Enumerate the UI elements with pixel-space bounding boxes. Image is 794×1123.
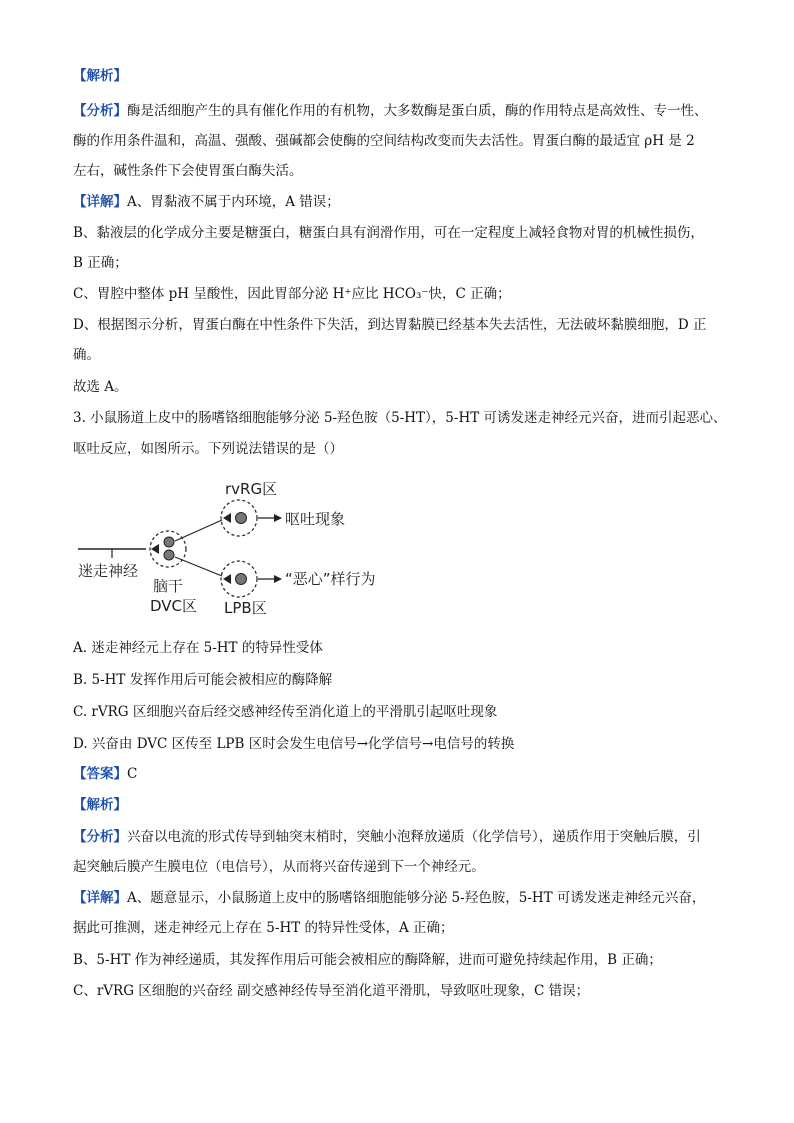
analysis-paragraph-line [73, 827, 734, 847]
analysis-tag: 【分析】 [73, 103, 127, 119]
rvrg-synapse-terminal [223, 513, 231, 523]
option-c: C. rVRG 区细胞兴奋后经交感神经传至消化道上的平滑肌引起呕吐现象 [73, 704, 498, 720]
detail-paragraph-line [73, 192, 734, 212]
dvc-to-rvrg-axon [175, 520, 222, 541]
nausea-label: “恶心”样行为 [285, 570, 376, 588]
dvc-to-lpb-axon [175, 557, 222, 576]
dvc-neuron-lower [164, 550, 174, 560]
lpb-synapse-terminal [223, 574, 231, 584]
detail-tag: 【详解】 [73, 194, 127, 210]
analysis-text: 酶是活细胞产生的具有催化作用的有机物，大多数酶是蛋白质，酶的作用特点是高效性、专一性、 [127, 103, 708, 119]
option-b: B. 5-HT 发挥作用后可能会被相应的酶降解 [73, 672, 333, 688]
option-d: D. 兴奋由 DVC 区传至 LPB 区时会发生电信号→化学信号→电信号的转换 [73, 736, 515, 752]
rvrg-neuron [236, 513, 247, 524]
analysis-label: 【解析】 [73, 797, 127, 813]
vomit-label: 呕吐现象 [285, 510, 346, 528]
dvc-synapse-terminal [151, 544, 159, 554]
answer-line [73, 764, 734, 784]
lpb-neuron [236, 574, 247, 585]
analysis-text: 兴奋以电流的形式传导到轴突末梢时，突触小泡释放递质（化学信号），递质作用于突触后膜，引 [127, 829, 701, 845]
detail-tag: 【详解】 [73, 890, 127, 906]
rvrg-label: rvRG区 [225, 480, 278, 498]
detail-paragraph-line: 据此可推测，迷走神经元上存在 5-HT 的特异性受体，A 正确； [73, 920, 454, 936]
detail-paragraph-line [73, 888, 734, 908]
detail-paragraph-line: B、5-HT 作为神经递质，其发挥作用后可能会被相应的酶降解，进而可避免持续起作用，B 正确； [73, 952, 662, 968]
detail-paragraph-line: B、黏液层的化学成分主要是糖蛋白，糖蛋白具有润滑作用，可在一定程度上减轻食物对胃的机械性损伤， [73, 225, 704, 241]
detail-text: A、胃黏液不属于内环境，A 错误； [127, 194, 340, 210]
option-a: A. 迷走神经元上存在 5-HT 的特异性受体 [73, 640, 323, 656]
analysis-paragraph-line [73, 101, 734, 121]
answer-tag: 【答案】 [73, 766, 127, 782]
question-stem-line: 呕吐反应，如图所示。下列说法错误的是（） [73, 441, 343, 457]
dvc-neuron-upper [164, 537, 174, 547]
analysis-label: 【解析】 [73, 68, 127, 84]
dvc-label: DVC区 [150, 597, 198, 615]
conclusion-line: 故选 A。 [73, 379, 128, 395]
detail-paragraph-line: B 正确； [73, 255, 128, 271]
brainstem-label: 脑干 [153, 577, 184, 595]
detail-paragraph-line: C、胃腔中整体 pH 呈酸性，因此胃部分泌 H⁺应比 HCO₃⁻快，C 正确； [73, 286, 511, 302]
vagus-nerve-label: 迷走神经 [78, 562, 139, 580]
analysis-paragraph-line: 起突触后膜产生膜电位（电信号），从而将兴奋传递到下一个神经元。 [73, 859, 485, 875]
analysis-tag: 【分析】 [73, 829, 127, 845]
analysis-paragraph-line: 左右，碱性条件下会使胃蛋白酶失活。 [73, 163, 303, 179]
neural-pathway-diagram [78, 478, 408, 623]
question-stem-line: 3. 小鼠肠道上皮中的肠嗜铬细胞能够分泌 5-羟色胺（5-HT），5-HT 可诱发迷走神经元兴奋，进而引起恶心、 [73, 410, 727, 426]
analysis-paragraph-line: 酶的作用条件温和，高温、强酸、强碱都会使酶的空间结构改变而失去活性。胃蛋白酶的最适宜 ρH 是 2 [73, 133, 695, 149]
answer-value: C [127, 766, 138, 782]
detail-paragraph-line: D、根据图示分析，胃蛋白酶在中性条件下失活，到达胃黏膜已经基本失去活性，无法破坏黏膜细胞，D 正 [73, 317, 707, 333]
detail-paragraph-line: 确。 [73, 347, 100, 363]
detail-text: A、题意显示，小鼠肠道上皮中的肠嗜铬细胞能够分泌 5-羟色胺，5-HT 可诱发迷走神经元兴奋， [127, 890, 706, 906]
detail-paragraph-line: C、rVRG 区细胞的兴奋经 副交感神经传导至消化道平滑肌，导致呕吐现象，C 错误； [73, 983, 590, 999]
lpb-label: LPB区 [224, 599, 267, 617]
